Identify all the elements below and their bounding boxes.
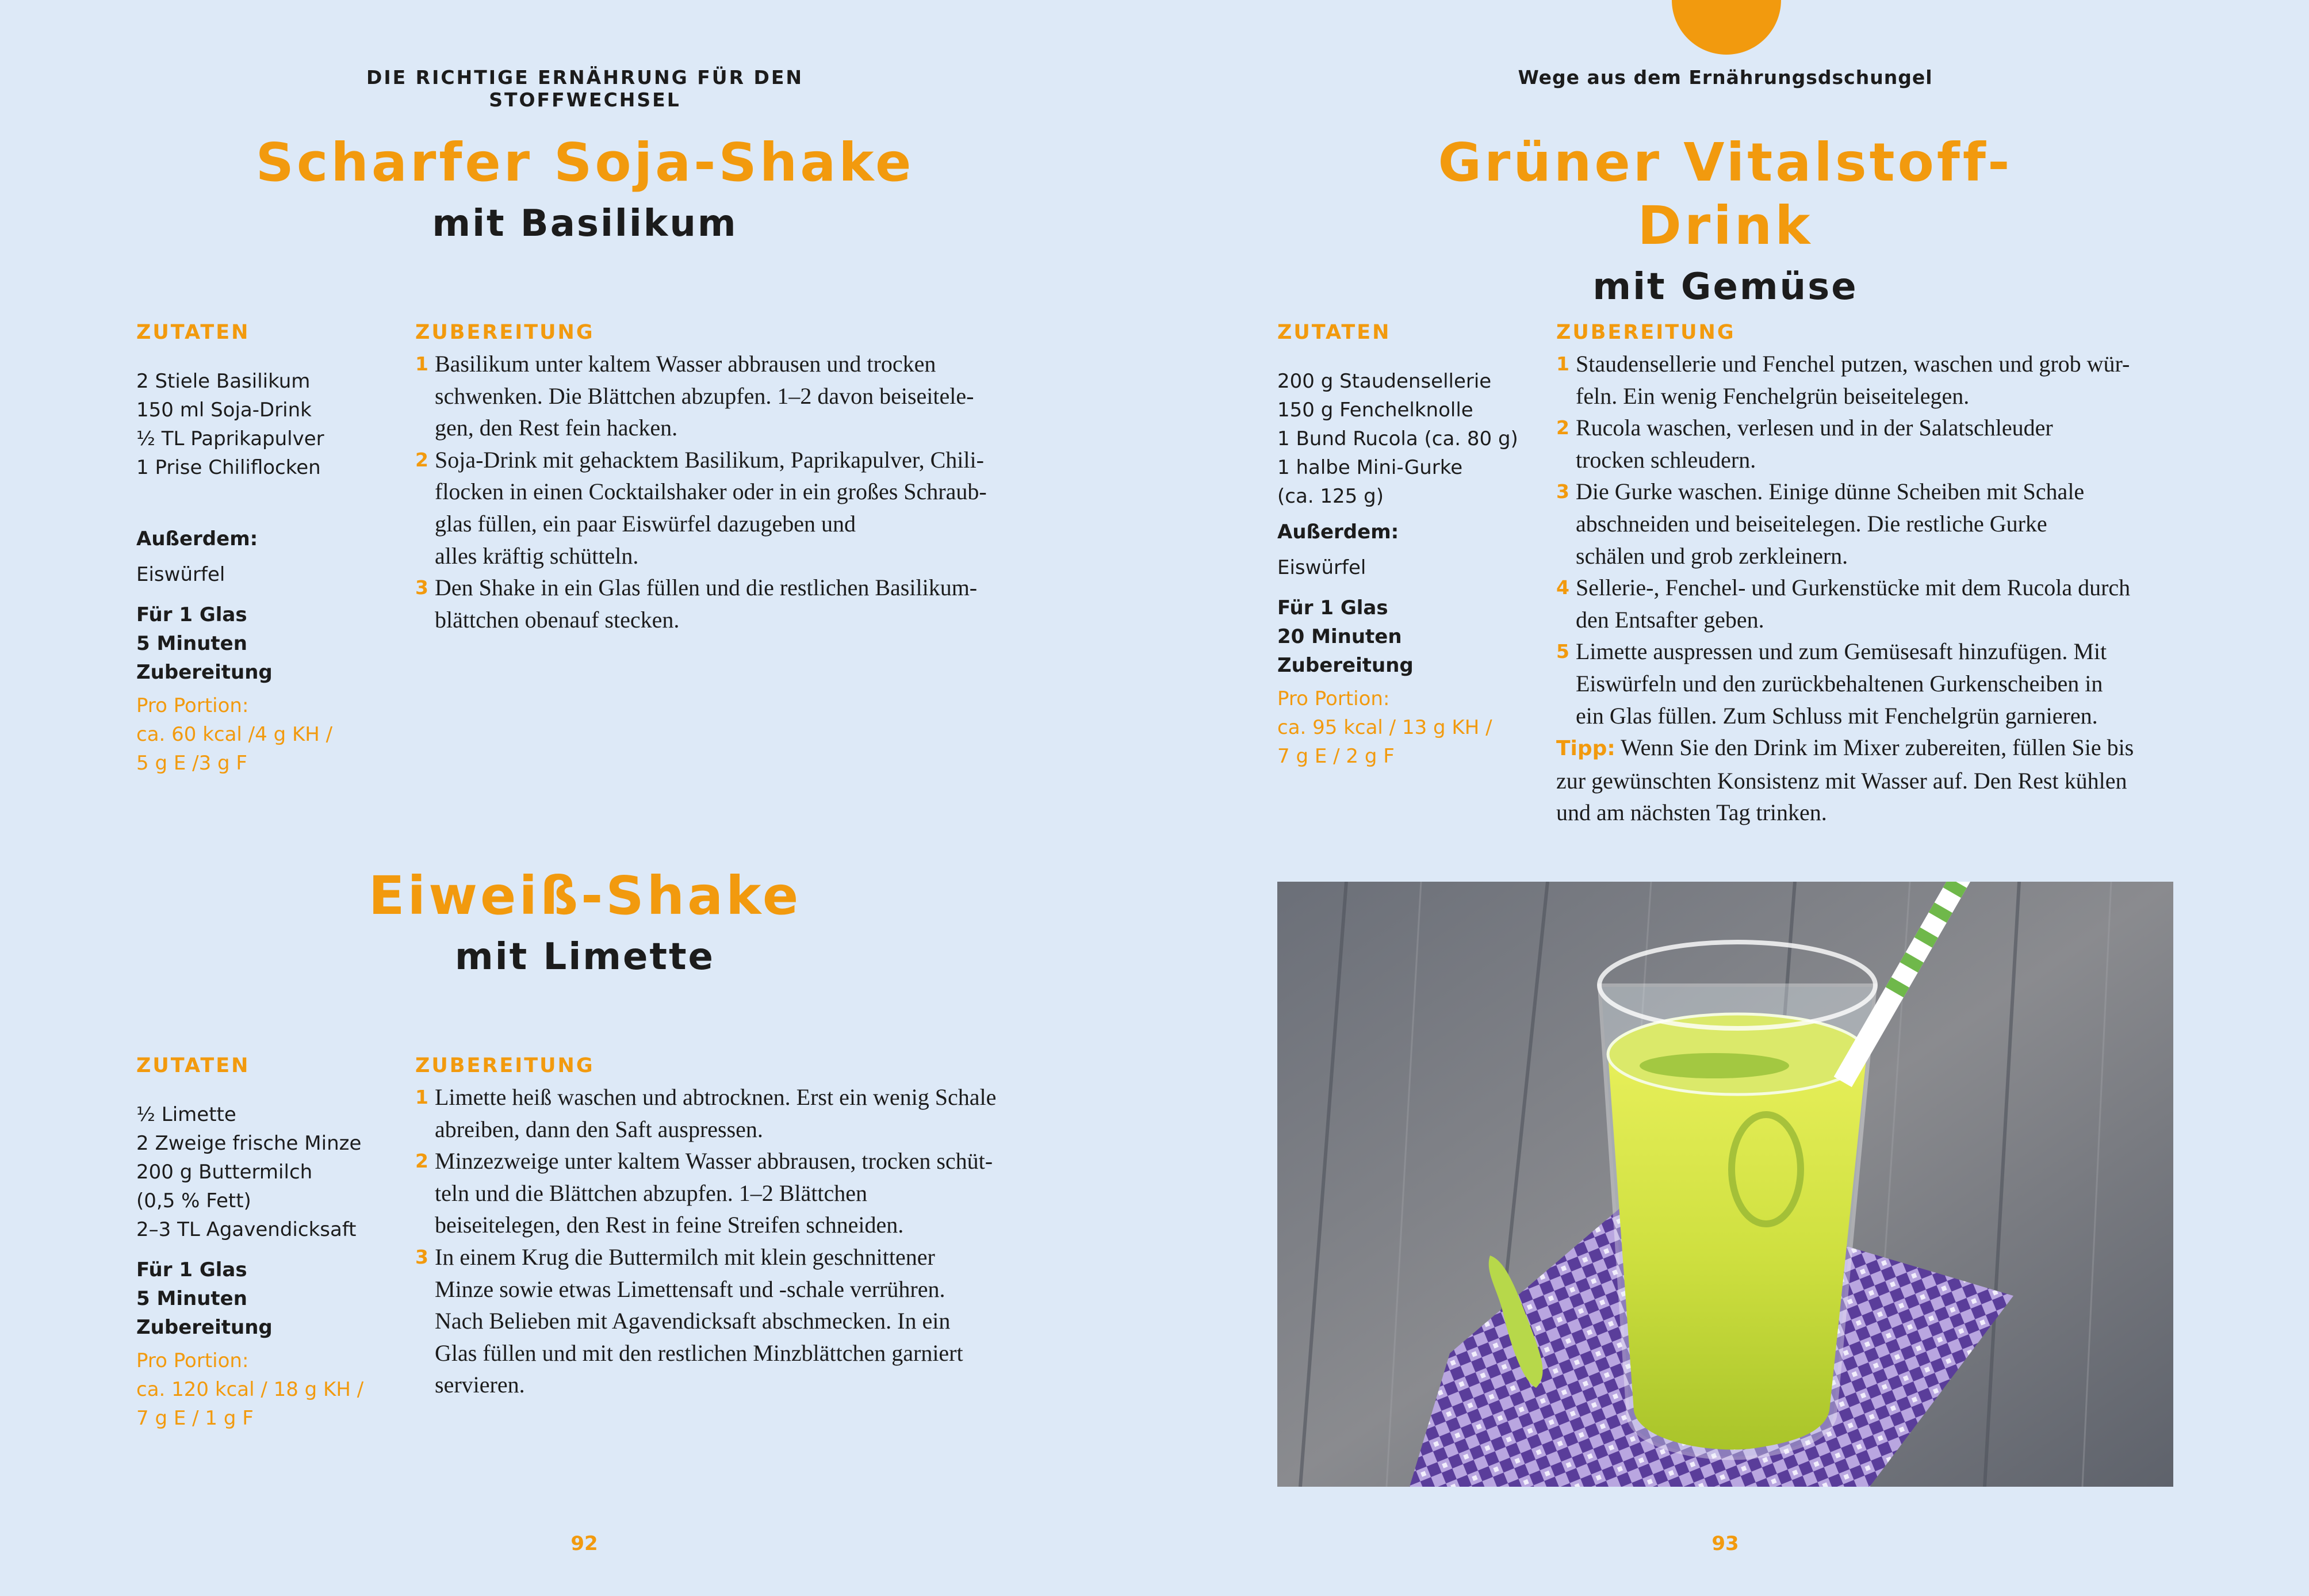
ingredient-item: 2 Zweige frische Minze [136,1132,362,1155]
tip-text: Wenn Sie den Drink im Mixer zubereiten, füllen Sie bis [1615,734,2134,761]
method-step [1556,348,2200,412]
tip-line: und am nächsten Tag trinken. [1556,799,1827,826]
step-line: gen, den Rest fein hacken. [435,415,678,441]
step-line: Rucola waschen, verlesen und in der Salatschleuder [1576,415,2053,441]
ingredient-item: (0,5 % Fett) [136,1189,251,1212]
nutrition-label: Pro Portion: [136,694,249,717]
page-number-left: 92 [570,1532,598,1555]
step-line: In einem Krug die Buttermilch mit klein geschnittener [435,1243,935,1270]
tip-line [1556,732,2200,765]
step-line: den Entsafter geben. [1576,606,1764,633]
extra-value: Eiswürfel [1277,556,1366,579]
nutrition-label: Pro Portion: [1277,687,1390,710]
method-steps [415,348,1048,636]
ingredient-item: 150 g Fenchelknolle [1277,399,1473,422]
ingredient-item: ½ Limette [136,1103,236,1126]
step-line: servieren. [435,1372,525,1398]
method-step [1556,636,2200,732]
step-line: Minze sowie etwas Limettensaft und -schale verrühren. [435,1276,945,1302]
method-step [415,1241,1048,1401]
step-number: 2 [415,1150,428,1173]
yield-label: Für 1 Glas [1277,596,1388,619]
step-line: Minzezweige unter kaltem Wasser abbrausen, trocken schüt- [435,1148,993,1174]
ingredient-item: 1 Prise Chiliflocken [136,456,321,479]
step-line: abschneiden und beiseitelegen. Die restliche Gurke [1576,510,2047,537]
recipe-title-sub: mit Limette [455,936,715,978]
nutrition-line: 7 g E / 2 g F [1277,745,1395,768]
step-line: Limette heiß waschen und abtrocknen. Erst ein wenig Schale [435,1084,997,1110]
step-number: 1 [1556,353,1569,375]
running-head-right: Wege aus dem Ernährungsdschungel [1518,66,1933,89]
nutrition-line: 7 g E / 1 g F [136,1407,254,1430]
method-step [415,572,1048,636]
step-line: Sellerie-, Fenchel- und Gurkenstücke mit dem Rucola durch [1576,575,2131,601]
recipe-title-soja-shake [240,131,930,250]
time-label: 20 Minuten Zubereitung [1277,625,1414,677]
step-number: 5 [1556,640,1569,663]
step-line: teln und die Blättchen abzupfen. 1–2 Blättchen [435,1180,867,1206]
step-line: Die Gurke waschen. Einige dünne Scheiben mit Schale [1576,479,2085,505]
step-line: Staudensellerie und Fenchel putzen, waschen und grob wür- [1576,351,2130,377]
step-line: trocken schleudern. [1576,446,1756,473]
ingredient-item: 2–3 TL Agavendicksaft [136,1218,357,1241]
step-line: Nach Belieben mit Agavendicksaft abschmecken. In ein [435,1308,951,1334]
recipe-title-main: Scharfer Soja-Shake [255,132,914,193]
recipe-title-vitalstoff-drink [1380,131,2070,313]
nutrition-line: ca. 95 kcal / 13 g KH / [1277,716,1492,739]
ingredient-item: 1 Bund Rucola (ca. 80 g) [1277,427,1518,450]
method-step [415,348,1048,444]
nutrition-label: Pro Portion: [136,1349,249,1372]
ingredients-heading: ZUTATEN [1277,321,1391,344]
page-number-right: 93 [1711,1532,1739,1555]
time-label: 5 Minuten Zubereitung [136,1287,273,1339]
step-line: feln. Ein wenig Fenchelgrün beiseitelegen. [1576,382,1970,409]
method-steps [415,1081,1048,1401]
step-line: schälen und grob zerkleinern. [1576,542,1848,569]
step-number: 3 [1556,480,1569,503]
drink-photo-illustration [1277,882,2173,1487]
step-line: schwenken. Die Blättchen abzupfen. 1–2 davon beiseitele- [435,382,974,409]
ingredient-list [136,367,378,482]
extra-label: Außerdem: [1277,520,1399,544]
method-step [415,444,1048,572]
ingredients-heading: ZUTATEN [136,321,250,344]
step-line: flocken in einen Cocktailshaker oder in ein großes Schraub- [435,479,987,505]
recipe-title-sub: mit Gemüse [1592,266,1858,308]
step-line: Den Shake in ein Glas füllen und die restlichen Basilikum- [435,575,978,601]
ingredients-heading: ZUTATEN [136,1054,250,1077]
extra-value: Eiswürfel [136,563,225,586]
nutrition-line: 5 g E /3 g F [136,752,247,775]
ingredient-item: 150 ml Soja-Drink [136,399,312,422]
step-number: 3 [415,576,428,599]
ingredient-item: ½ TL Paprikapulver [136,427,324,450]
step-line: Basilikum unter kaltem Wasser abbrausen und trocken [435,351,936,377]
step-line: blättchen obenauf stecken. [435,606,680,633]
tip-block [1556,732,2200,829]
nutrition-line: ca. 60 kcal /4 g KH / [136,723,333,746]
step-line: Soja-Drink mit gehacktem Basilikum, Paprikapulver, Chili- [435,446,984,473]
time-label: 5 Minuten Zubereitung [136,632,273,684]
recipe-title-main: Eiweiß-Shake [368,865,802,927]
tip-line: zur gewünschten Konsistenz mit Wasser auf. Den Rest kühlen [1556,767,2127,794]
ingredient-item: 200 g Staudensellerie [1277,370,1492,393]
tip-label: Tipp: [1556,737,1615,761]
step-number: 1 [415,353,428,375]
step-number: 2 [415,448,428,471]
ingredient-list [136,1100,378,1244]
recipe-title-eiweiss-shake [240,864,930,983]
nutrition-line: ca. 120 kcal / 18 g KH / [136,1378,364,1401]
method-heading: ZUBEREITUNG [415,1054,595,1077]
ingredient-item: 1 halbe Mini-Gurke [1277,456,1463,479]
yield-label: Für 1 Glas [136,1258,247,1281]
method-step [415,1145,1048,1241]
method-step [1556,476,2200,572]
ingredient-item: 200 g Buttermilch [136,1161,313,1184]
extra-label: Außerdem: [136,527,258,550]
ingredient-item: (ca. 125 g) [1277,485,1384,508]
method-step [415,1081,1048,1145]
recipe-title-main: Grüner Vitalstoff-Drink [1438,132,2013,257]
step-line: beiseitelegen, den Rest in feine Streifen schneiden. [435,1212,904,1238]
running-head-left: DIE RICHTIGE ERNÄHRUNG FÜR DEN STOFFWECHSEL [366,66,804,111]
step-number: 1 [415,1086,428,1108]
ingredients-block [136,367,378,778]
step-line: Eiswürfeln und den zurückbehaltenen Gurkenscheiben in [1576,670,2103,696]
step-number: 2 [1556,416,1569,439]
ingredients-block [136,1100,378,1433]
ingredient-item: 2 Stiele Basilikum [136,370,311,393]
step-line: glas füllen, ein paar Eiswürfel dazugeben und [435,510,856,537]
method-steps [1556,348,2200,829]
step-line: abreiben, dann den Saft auspressen. [435,1116,763,1142]
method-step [1556,412,2200,476]
step-line: ein Glas füllen. Zum Schluss mit Fenchelgrün garnieren. [1576,702,2098,729]
ingredients-block [1277,367,1519,771]
ingredient-list [1277,367,1519,511]
step-line: Glas füllen und mit den restlichen Minzblättchen garniert [435,1339,963,1366]
step-number: 3 [415,1245,428,1268]
step-number: 4 [1556,576,1569,599]
method-step [1556,572,2200,636]
step-line: alles kräftig schütteln. [435,542,639,569]
yield-label: Für 1 Glas [136,603,247,626]
drink-photo [1277,882,2173,1487]
method-heading: ZUBEREITUNG [1556,321,1736,344]
recipe-title-sub: mit Basilikum [432,202,738,245]
method-heading: ZUBEREITUNG [415,321,595,344]
step-line: Limette auspressen und zum Gemüsesaft hinzufügen. Mit [1576,638,2107,665]
